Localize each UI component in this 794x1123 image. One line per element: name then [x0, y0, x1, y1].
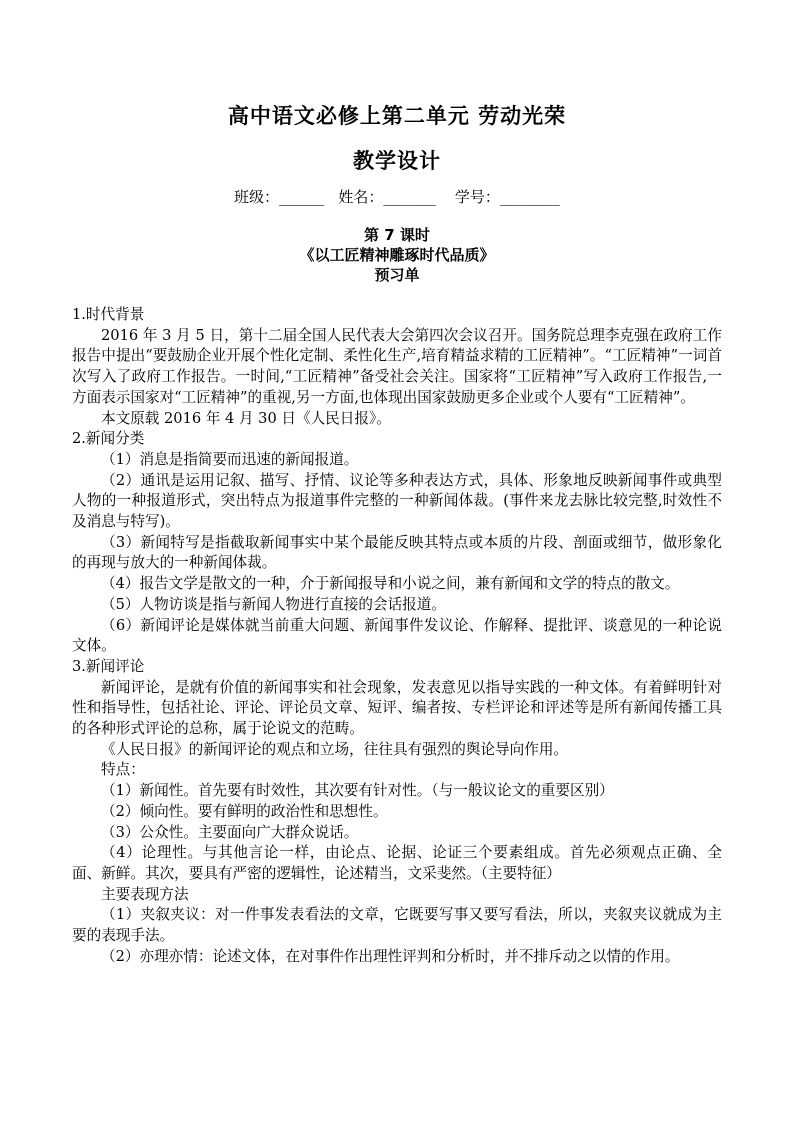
paragraph: 2016 年 3 月 5 日，第十二届全国人民代表大会第四次会议召开。国务院总理李克强在政府工作报告中提出“要鼓励企业开展个性化定制、柔性化生产,培育精益求精的工匠精神”。“工匠精神”一词首次写入了政府工作报告。一时间,“工匠精神”备受社会关注。国家将“工匠精神”写入政府工作报告,一方面表示国家对“工匠精神”的重视,另一方面,也体现出国家鼓励更多企业或个人要有“工匠精神”。	[72, 326, 722, 406]
paragraph: （2）倾向性。要有鲜明的政治性和思想性。	[101, 802, 388, 820]
paragraph: （2）亦理亦情：论述文体，在对事件作出理性评判和分析时，并不排斥动之以情的作用。	[101, 947, 680, 965]
paragraph: 主要表现方法	[101, 885, 189, 903]
paragraph: （6）新闻评论是媒体就当前重大问题、新闻事件发议论、作解释、提批评、谈意见的一种论说文体。	[72, 616, 722, 655]
paragraph: （3）新闻特写是指截取新闻事实中某个最能反映其特点或本质的片段、剖面或细节，做形象化的再现与放大的一种新闻体裁。	[72, 533, 722, 572]
paragraph: （4）论理性。与其他言论一样，由论点、论据、论证三个要素组成。首先必须观点正确、全面、新鲜。其次，要具有严密的逻辑性，论述精当，文采斐然。（主要特征）	[72, 844, 722, 882]
sheet-title: 预习单	[374, 266, 420, 284]
article-title: 《以工匠精神雕琢时代品质》	[299, 246, 495, 264]
section-heading: 1.时代背景	[72, 306, 145, 323]
paragraph: （4）报告文学是散文的一种，介于新闻报导和小说之间，兼有新闻和文学的特点的散文。	[101, 575, 680, 593]
paragraph: （1）消息是指简要而迅速的新闻报道。	[101, 450, 359, 468]
section-heading: 3.新闻评论	[72, 657, 145, 675]
student-info-line: 班级：______ 姓名：_______ 学号：________	[234, 188, 560, 206]
lesson-number: 第 7 课时	[364, 226, 430, 244]
paragraph: （3）公众性。主要面向广大群众说话。	[101, 823, 359, 841]
paragraph: （1）新闻性。首先要有时效性，其次要有针对性。（与一般议论文的重要区别）	[101, 782, 614, 800]
paragraph: 特点：	[101, 761, 145, 779]
paragraph: 《人民日报》的新闻评论的观点和立场，往往具有强烈的舆论导向作用。	[101, 740, 569, 758]
paragraph: （1）夹叙夹议：对一件事发表看法的文章，它既要写事又要写看法，所以，夹叙夹议就成为主要的表现手法。	[72, 906, 722, 945]
document-body	[72, 305, 722, 968]
paragraph: （5）人物访谈是指与新闻人物进行直接的会话报道。	[101, 595, 446, 613]
paragraph: （2）通讯是运用记叙、描写、抒情、议论等多种表达方式，具体、形象地反映新闻事件或典型人物的一种报道形式，突出特点为报道事件完整的一种新闻体裁。(事件来龙去脉比较完整,时效性不及消息与特写)。	[72, 471, 722, 531]
document-subtitle: 教学设计	[353, 149, 441, 173]
section-heading: 2.新闻分类	[72, 430, 145, 448]
paragraph: 本文原载 2016 年 4 月 30 日《人民日报》。	[101, 409, 391, 427]
document-title: 高中语文必修上第二单元 劳动光荣	[227, 104, 567, 128]
paragraph: 新闻评论，是就有价值的新闻事实和社会现象，发表意见以指导实践的一种文体。有着鲜明针对性和指导性，包括社论、评论、评论员文章、短评、编者按、专栏评论和评述等是所有新闻传播工具的各种形式评论的总称，属于论说文的范畴。	[72, 678, 722, 738]
